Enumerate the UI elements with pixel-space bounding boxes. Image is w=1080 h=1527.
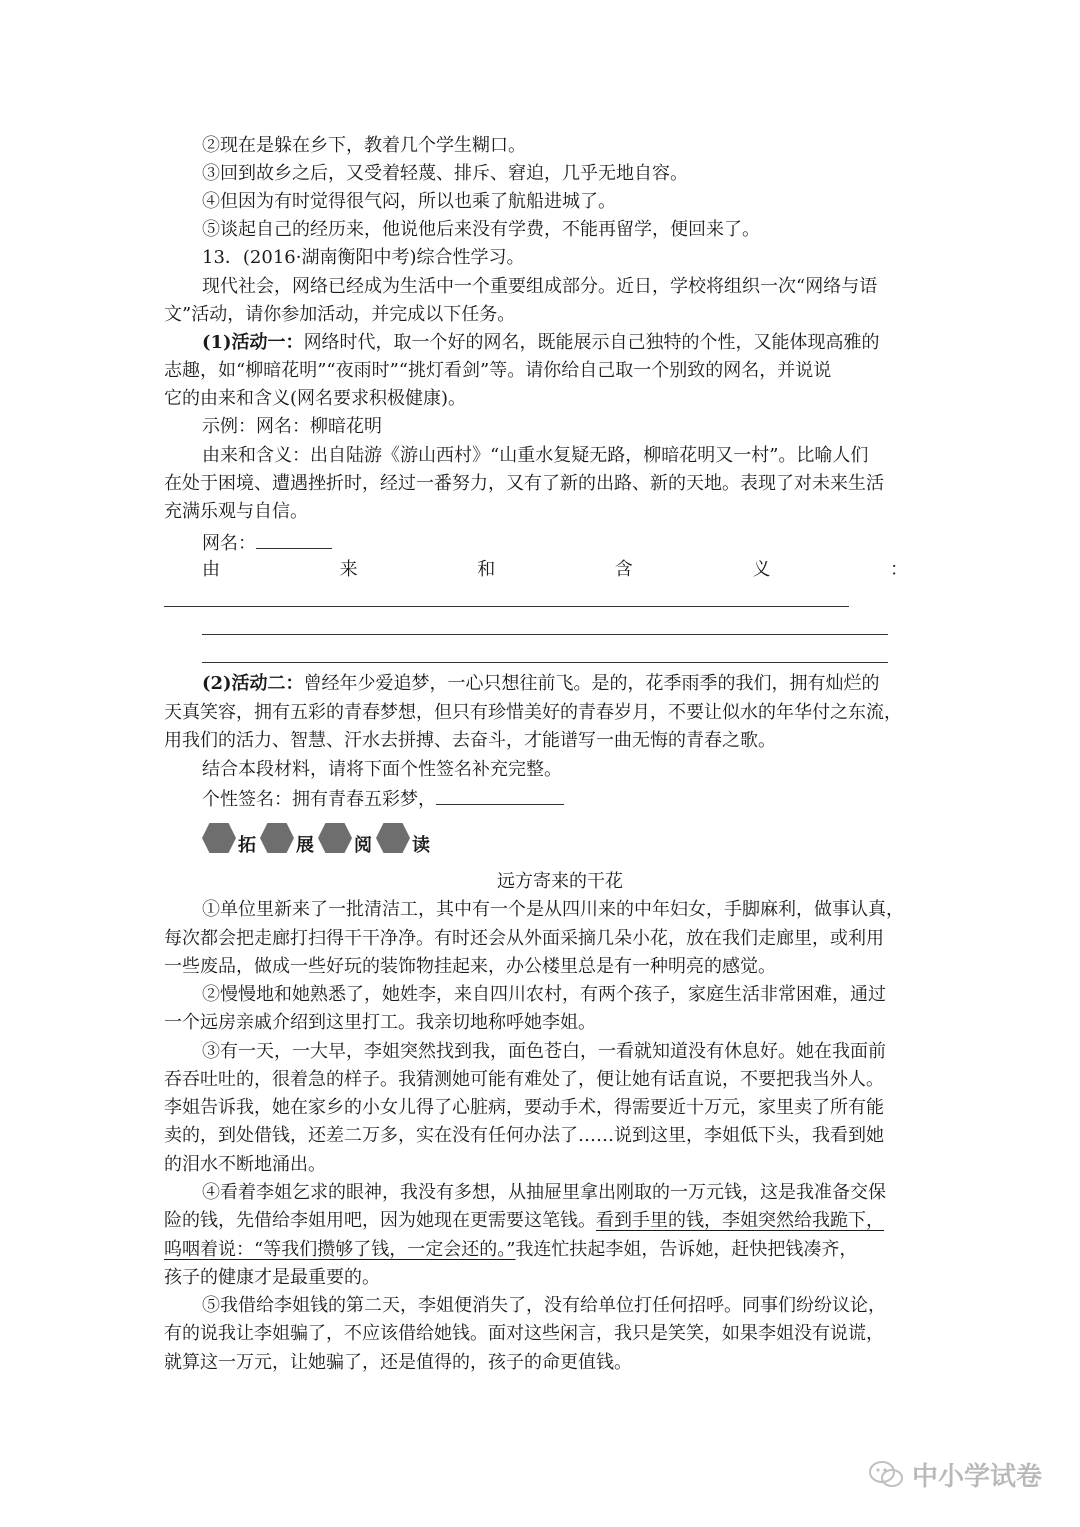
net-name-prompt: 网名： xyxy=(202,533,256,554)
activity2-line: 用我们的活力、智慧、汗水去拼搏、去奋斗，才能谱写一曲无悔的青春之歌。 xyxy=(164,730,776,751)
p4-line: ④看着李姐乞求的眼神，我没有多想，从抽屉里拿出刚取的一万元钱，这是我准备交保 xyxy=(202,1182,886,1203)
p4-line xyxy=(164,1209,884,1233)
watermark-text: 中小学试卷 xyxy=(912,1462,1043,1492)
hexagon-icon xyxy=(202,823,236,853)
activity2-text: 曾经年少爱追梦，一心只想往前飞。是的，花季雨季的我们，拥有灿烂的 xyxy=(303,673,880,694)
banner-char: 读 xyxy=(412,835,430,856)
banner-char: 拓 xyxy=(238,835,256,856)
answer-line[interactable] xyxy=(164,606,849,607)
q13-intro-line: 文”活动，请你参加活动，并完成以下任务。 xyxy=(164,304,516,325)
answer-line[interactable] xyxy=(202,662,888,663)
answer-char: 义 xyxy=(752,559,771,580)
example-line: 示例：网名：柳暗花明 xyxy=(202,416,382,437)
signature-line xyxy=(202,786,564,812)
p2-line: ②慢慢地和她熟悉了，她姓李，来自四川农村，有两个孩子，家庭生活非常困难，通过 xyxy=(202,984,886,1005)
p4-line: 孩子的健康才是最重要的。 xyxy=(164,1267,380,1288)
banner-char: 阅 xyxy=(354,835,372,856)
q13-intro-line: 现代社会，网络已经成为生活中一个重要组成部分。近日，学校将组织一次“网络与语 xyxy=(202,276,878,297)
activity1-label: (1)活动一： xyxy=(202,332,304,353)
p3-line: 卖的，到处借钱，还差二万多，实在没有任何办法了……说到这里，李姐低下头，我看到她 xyxy=(164,1125,884,1146)
p1-line: 每次都会把走廊打扫得干干净净。有时还会从外面采摘几朵小花，放在我们走廊里，或利用 xyxy=(164,928,884,949)
watermark xyxy=(868,1456,1042,1493)
activity1-line xyxy=(202,331,880,355)
answer-line[interactable] xyxy=(202,634,888,635)
origin-line: 充满乐观与自信。 xyxy=(164,501,308,522)
p4-text: 我连忙扶起李姐，告诉她，赶快把钱凑齐， xyxy=(515,1239,858,1260)
q12-item-3: ③回到故乡之后，又受着轻蔑、排斥、窘迫，几乎无地自容。 xyxy=(202,163,688,184)
activity1-line: 志趣，如“柳暗花明”“夜雨时”“挑灯看剑”等。请你给自己取一个别致的网名，并说说 xyxy=(164,360,832,381)
p3-line: ③有一天，一大早，李姐突然找到我，面色苍白，一看就知道没有休息好。她在我面前 xyxy=(202,1041,886,1062)
p4-line xyxy=(164,1238,857,1262)
p5-line: ⑤我借给李姐钱的第二天，李姐便消失了，没有给单位打任何招呼。同事们纷纷议论， xyxy=(202,1295,886,1316)
net-name-line xyxy=(202,530,332,556)
p3-line: 吞吞吐吐的，很着急的样子。我猜测她可能有难处了，便让她有话直说，不要把我当外人。 xyxy=(164,1069,884,1090)
p3-line: 的泪水不断地涌出。 xyxy=(164,1154,326,1175)
p3-line: 李姐告诉我，她在家乡的小女儿得了心脏病，要动手术，得需要近十万元，家里卖了所有能 xyxy=(164,1097,884,1118)
answer-char: 含 xyxy=(614,559,633,580)
signature-blank[interactable] xyxy=(436,786,564,805)
answer-char: ： xyxy=(889,559,908,580)
banner-char: 展 xyxy=(296,835,314,856)
p5-line: 有的说我让李姐骗了，不应该借给她钱。面对这些闲言，我只是笑笑，如果李姐没有说谎， xyxy=(164,1323,884,1344)
p1-line: ①单位里新来了一批清洁工，其中有一个是从四川来的中年妇女，手脚麻利，做事认真， xyxy=(202,899,904,920)
p1-line: 一些废品，做成一些好玩的装饰物挂起来，办公楼里总是有一种明亮的感觉。 xyxy=(164,956,776,977)
hexagon-icon xyxy=(318,823,352,853)
origin-line: 由来和含义：出自陆游《游山西村》“山重水复疑无路，柳暗花明又一村”。比喻人们 xyxy=(202,445,869,466)
hexagon-icon xyxy=(260,823,294,853)
p4-text: 险的钱，先借给李姐用吧，因为她现在更需要这笔钱。 xyxy=(164,1210,596,1231)
activity2-line xyxy=(202,672,880,696)
q12-item-2: ②现在是躲在乡下，教着几个学生糊口。 xyxy=(202,135,526,156)
answer-char: 和 xyxy=(477,559,496,580)
answer-char: 由 xyxy=(202,559,220,580)
answer-char: 来 xyxy=(339,559,358,580)
activity2-instruction: 结合本段材料，请将下面个性签名补充完整。 xyxy=(202,759,562,780)
p5-line: 就算这一万元，让她骗了，还是值得的，孩子的命更值钱。 xyxy=(164,1352,632,1373)
passage-title: 远方寄来的干花 xyxy=(497,871,623,892)
underlined-sentence: 呜咽着说：“等我们攒够了钱，一定会还的。” xyxy=(164,1239,516,1260)
activity2-label: (2)活动二： xyxy=(202,673,304,694)
hexagon-icon xyxy=(376,823,410,853)
q13-heading: 13．(2016·湖南衡阳中考)综合性学习。 xyxy=(202,247,525,268)
activity1-line: 它的由来和含义(网名要求积极健康)。 xyxy=(164,388,467,409)
underlined-sentence: 看到手里的钱，李姐突然给我跪下， xyxy=(596,1210,884,1231)
net-name-blank[interactable] xyxy=(256,530,332,549)
p2-line: 一个远房亲戚介绍到这里打工。我亲切地称呼她李姐。 xyxy=(164,1012,596,1033)
origin-answer-label xyxy=(202,558,908,582)
activity2-line: 天真笑容，拥有五彩的青春梦想，但只有珍惜美好的青春岁月，不要让似水的年华付之东流， xyxy=(164,702,902,723)
q12-item-5: ⑤谈起自己的经历来，他说他后来没有学费，不能再留学，便回来了。 xyxy=(202,219,760,240)
wechat-icon xyxy=(868,1460,904,1490)
origin-line: 在处于困境、遭遇挫折时，经过一番努力，又有了新的出路、新的天地。表现了对未来生活 xyxy=(164,473,884,494)
section-banner xyxy=(202,818,434,858)
activity1-text: 网络时代，取一个好的网名，既能展示自己独特的个性，又能体现高雅的 xyxy=(303,332,880,353)
signature-prompt: 个性签名：拥有青春五彩梦， xyxy=(202,789,436,810)
q12-item-4: ④但因为有时觉得很气闷，所以也乘了航船进城了。 xyxy=(202,191,616,212)
